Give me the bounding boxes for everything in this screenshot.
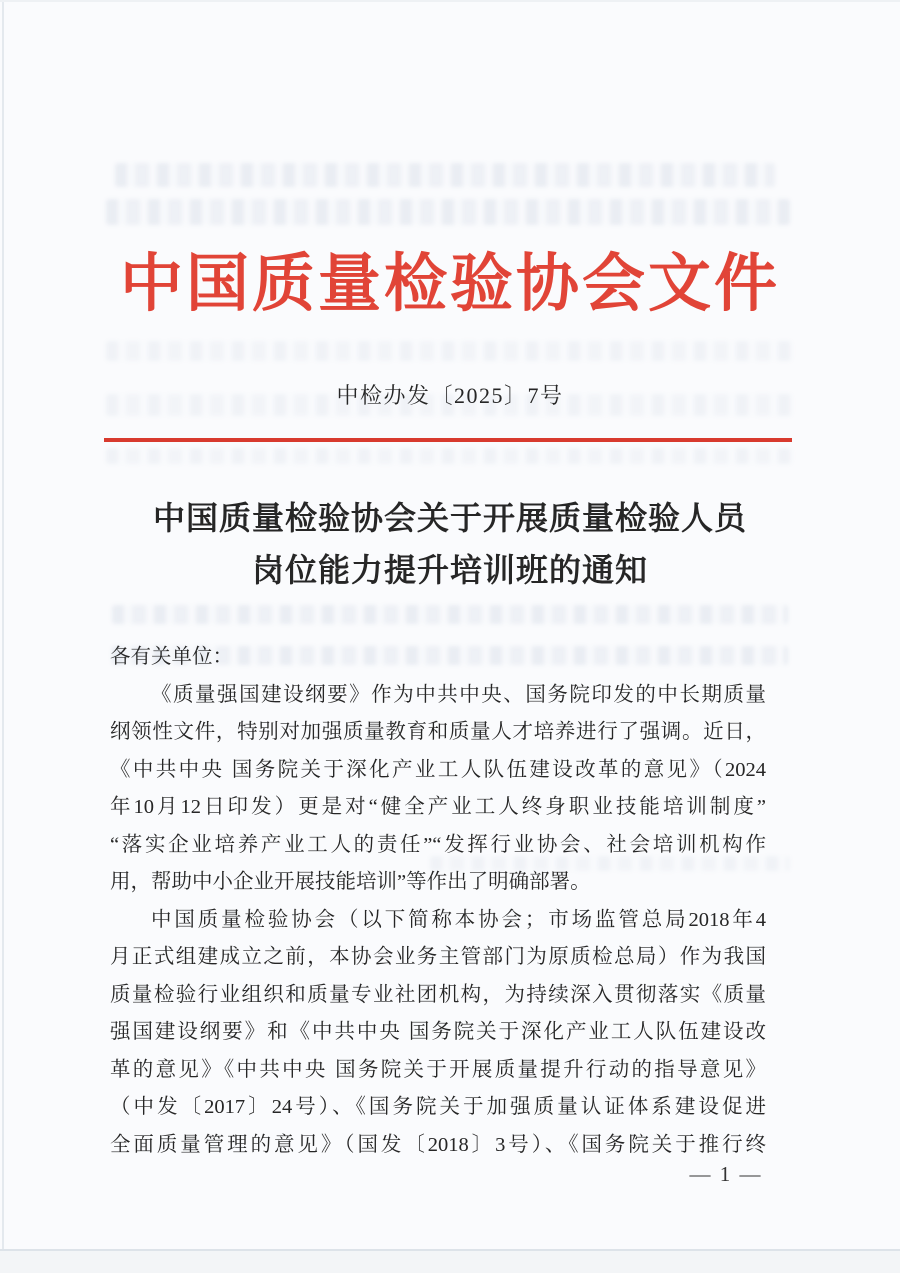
body-line: “落实企业培养产业工人的责任”“发挥行业协会、社会培训机构作 [110, 833, 766, 856]
bleed-through-artifact [112, 605, 788, 624]
red-separator-line [104, 438, 792, 442]
paper-left-edge [2, 0, 4, 1273]
document-number: 中检办发〔2025〕7号 [336, 383, 564, 408]
page-number: — 1 — [689, 1162, 763, 1186]
bleed-through-artifact [115, 163, 775, 187]
body-line: 月正式组建成立之前，本协会业务主管部门为原质检总局）作为我国 [110, 946, 766, 968]
document-body [110, 639, 766, 1164]
body-line: 质量检验行业组织和质量专业社团机构，为持续深入贯彻落实《质量 [110, 983, 766, 1006]
body-line: 纲领性文件，特别对加强质量教育和质量人才培养进行了强调。近日， [110, 721, 766, 743]
notice-title-line2: 岗位能力提升培训班的通知 [251, 552, 648, 588]
body-line: 强国建设纲要》和《中共中央 国务院关于深化产业工人队伍建设改 [110, 1021, 766, 1043]
paper-bottom-shade [0, 1251, 900, 1273]
body-line: 中国质量检验协会（以下简称本协会；市场监管总局2018年4 [151, 908, 766, 931]
notice-title [0, 492, 900, 596]
body-line: 年10月12日印发）更是对“健全产业工人终身职业技能培训制度” [110, 796, 766, 818]
bleed-through-artifact [106, 199, 790, 225]
bleed-through-artifact [106, 341, 794, 361]
bleed-through-artifact [106, 448, 794, 464]
body-line: 全面质量管理的意见》（国发〔2018〕3号）、《国务院关于推行终 [110, 1133, 766, 1156]
letterhead-title: 中国质量检验协会文件 [120, 249, 780, 319]
body-line: 用，帮助中小企业开展技能培训”等作出了明确部署。 [110, 871, 591, 893]
body-line: 《质量强国建设纲要》作为中共中央、国务院印发的中长期质量 [151, 683, 766, 706]
paper-top-edge [0, 0, 900, 2]
body-line: 《中共中央 国务院关于深化产业工人队伍建设改革的意见》（2024 [110, 758, 766, 781]
body-line: （中发〔2017〕24号）、《国务院关于加强质量认证体系建设促进 [110, 1096, 766, 1118]
salutation: 各有关单位： [110, 646, 233, 668]
notice-title-line1: 中国质量检验协会关于开展质量检验人员 [152, 500, 747, 536]
body-line: 革的意见》《中共中央 国务院关于开展质量提升行动的指导意见》 [110, 1058, 766, 1081]
